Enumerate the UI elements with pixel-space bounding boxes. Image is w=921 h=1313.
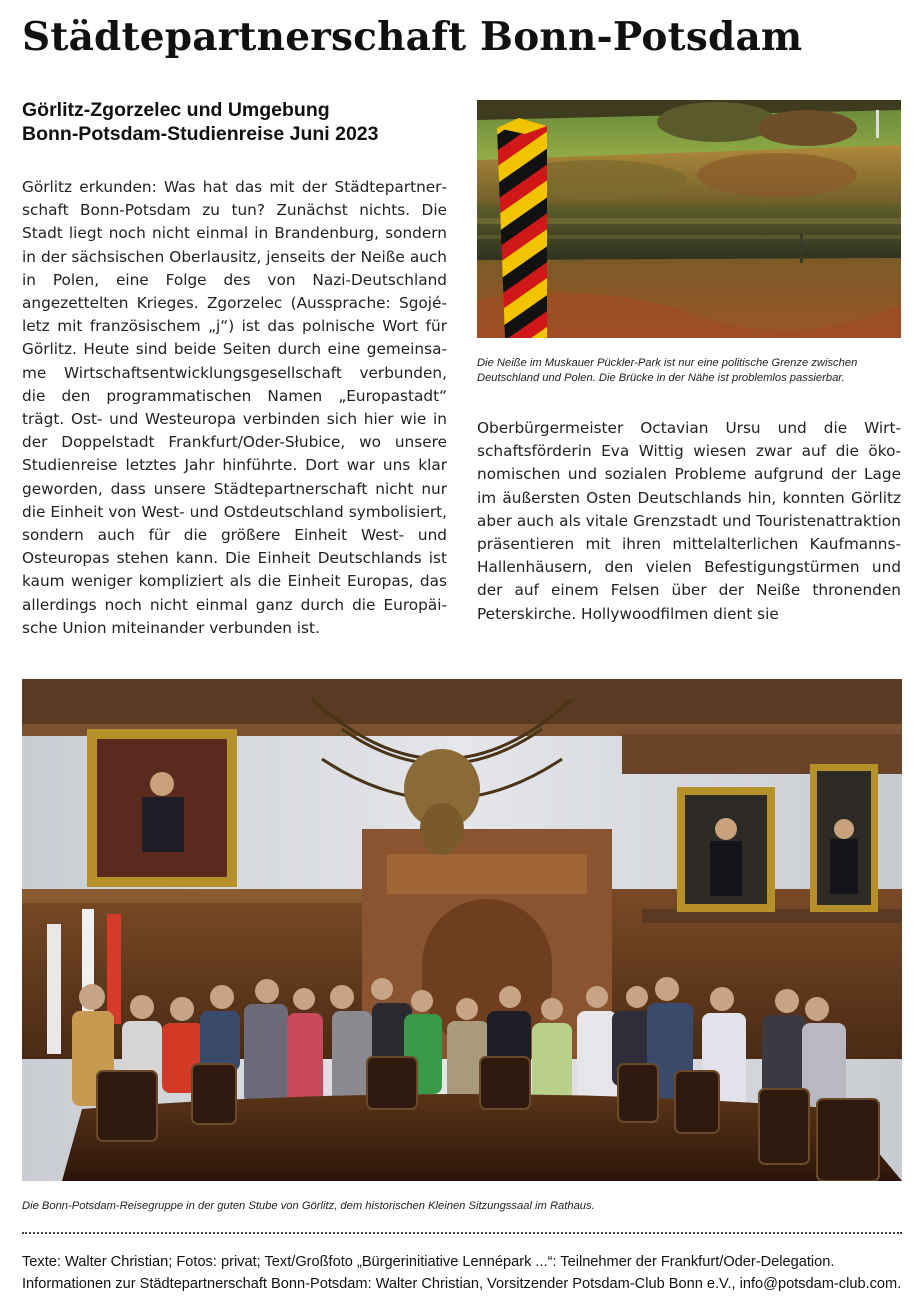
article-paragraph-2: Oberbürgermeister Octavian Ursu und die Wirtschaftsförderin Eva Wittig wiesen zwar auf die ökonomischen und sozialen Probleme aufgrund der Lage im äußersten Osten Deutschlands hin, konnten Görlitz aber auch als vitale Grenzstadt und Touristenattraktion präsentieren mit ihren mittelalterlichen Kaufmanns-Hallenhäusern, den vielen Befestigungstürmen und der auf einem Felsen über der Neiße thronenden Peterskirche. Hollywoodfilmen dient sie bbox=[477, 419, 901, 623]
page-title: Städtepartnerschaft Bonn-Potsdam bbox=[22, 14, 803, 60]
footer-line-2: Informationen zur Städtepartnerschaft Bonn-Potsdam: Walter Christian, Vorsitzender Potsdam-Club Bonn e.V., info@potsdam-club.com. bbox=[22, 1276, 902, 1292]
article-subtitle bbox=[22, 98, 462, 146]
footer-line-1: Texte: Walter Christian; Fotos: privat; Text/Großfoto „Bürgerinitiative Lennépark ...“: Teilnehmer der Frankfurt/Oder-Delegation. bbox=[22, 1254, 835, 1270]
group-photo-caption: Die Bonn-Potsdam-Reisegruppe in der guten Stube von Görlitz, dem historischen Kleinen Sitzungssaal im Rathaus. bbox=[22, 1200, 595, 1212]
group-photo bbox=[22, 679, 902, 1181]
article-paragraph-1: Görlitz erkunden: Was hat das mit der Städtepartnerschaft Bonn-Potsdam zu tun? Zunächst nichts. Die Stadt liegt noch nicht einmal in Brandenburg, sondern in der sächsischen Oberlausitz, jenseits der Neiße auch in Polen, eine Folge des von Nazi-Deutschland angezettelten Krieges. Zgorzelec (Aussprache: Sgojéletz mit französischem „j“) ist das polnische Wort für Görlitz. Heute sind beide Seiten durch eine gemeinsame Wirtschaftsentwicklungsgesellschaft verbunden, die den programmatischen Namen „Europastadt“ trägt. Ost- und Westeuropa verbinden sich hier wie in der Doppelstadt Frankfurt/Oder-Słubice, wo unsere Studienreise letztes Jahr hinführte. Dort war uns klar geworden, dass unsere Städtepartnerschaft nicht nur die Einheit von West- und Ostdeutschland symbolisiert, sondern auch für die größere Einheit West- und Osteuropas stehen kann. Die Einheit Deutschlands ist kaum weniger kompliziert als die Einheit Europas, das allerdings noch nicht einmal ganz durch die Europäische Union miteinander verbunden ist. bbox=[22, 178, 447, 637]
subtitle-line-1: Görlitz-Zgorzelec und Umgebung bbox=[22, 99, 330, 121]
credits-footer bbox=[22, 1251, 901, 1295]
river-border-photo bbox=[477, 100, 901, 338]
dotted-divider bbox=[22, 1232, 902, 1234]
river-photo-caption: Die Neiße im Muskauer Pückler-Park ist nur eine politische Grenze zwischen Deutschland und Polen. Die Brücke in der Nähe ist problemlos passierbar. bbox=[477, 357, 858, 384]
subtitle-line-2: Bonn-Potsdam-Studienreise Juni 2023 bbox=[22, 123, 379, 145]
